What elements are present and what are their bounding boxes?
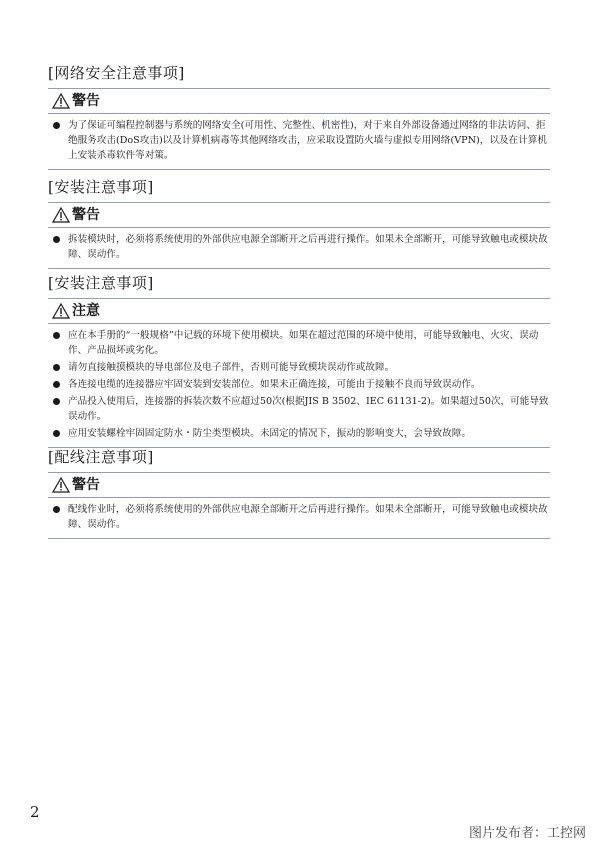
- box-header: [48, 89, 550, 114]
- box-body: [48, 324, 550, 447]
- section-title: [网络安全注意事项]: [48, 64, 185, 82]
- caution-label: 注意: [72, 303, 100, 319]
- list-item: 应在本手册的“一般规格”中记载的环境下使用模块。如果在超过范围的环境中使用，可能导致触电、火灾、误动作、产品损坏或劣化。: [48, 328, 550, 358]
- bullet-icon: [53, 506, 60, 513]
- network-safety-section: [48, 64, 550, 170]
- warning-triangle-icon: [52, 207, 70, 223]
- caution-triangle-icon: [52, 303, 70, 319]
- section-title: [配线注意事项]: [48, 448, 154, 466]
- list-item: 配线作业时，必须将系统使用的外部供应电源全部断开之后再进行操作。如果未全部断开，可能导致触电或模块故障、误动作。: [48, 502, 550, 532]
- footer-credit: 图片发布者：工控网: [468, 826, 586, 841]
- wiring-warning-section: [48, 448, 550, 539]
- warning-box: [48, 88, 550, 170]
- caution-box: [48, 298, 550, 448]
- warning-label: 警告: [72, 93, 100, 109]
- box-header: [48, 203, 550, 228]
- list-item: 产品投入使用后，连接器的拆装次数不应超过50次(根据JIS B 3502、IEC 61131-2)。如果超过50次，可能导致误动作。: [48, 394, 550, 424]
- box-header: [48, 473, 550, 498]
- list-item: 为了保证可编程控制器与系统的网络安全(可用性、完整性、机密性)，对于来自外部设备通过网络的非法访问、拒绝服务攻击(DoS攻击)以及计算机病毒等其他网络攻击，应采取设置防火墙与虚拟专用网络(VPN)，以及在计算机上安装杀毒软件等对策。: [48, 118, 550, 163]
- page-number: 2: [30, 803, 40, 821]
- bullet-icon: [53, 430, 60, 437]
- installation-caution-section: [48, 274, 550, 448]
- box-body: [48, 228, 550, 268]
- section-title: [安装注意事项]: [48, 178, 154, 196]
- list-item: 请勿直接触摸模块的导电部位及电子部件，否则可能导致模块误动作或故障。: [48, 360, 550, 375]
- warning-box: [48, 472, 550, 539]
- warning-label: 警告: [72, 207, 100, 223]
- bullet-icon: [53, 398, 60, 405]
- bullet-icon: [53, 236, 60, 243]
- section-title: [安装注意事项]: [48, 274, 154, 292]
- warning-label: 警告: [72, 477, 100, 493]
- list-item: 各连接电缆的连接器应牢固安装到安装部位。如果未正确连接，可能由于接触不良而导致误动作。: [48, 377, 550, 392]
- warning-box: [48, 202, 550, 269]
- box-header: [48, 299, 550, 324]
- box-body: [48, 498, 550, 538]
- warning-triangle-icon: [52, 93, 70, 109]
- bullet-icon: [53, 122, 60, 129]
- warning-triangle-icon: [52, 477, 70, 493]
- list-item: 拆装模块时，必须将系统使用的外部供应电源全部断开之后再进行操作。如果未全部断开，可能导致触电或模块故障、误动作。: [48, 232, 550, 262]
- bullet-icon: [53, 381, 60, 388]
- box-body: [48, 114, 550, 169]
- bullet-icon: [53, 364, 60, 371]
- installation-warning-section: [48, 178, 550, 269]
- bullet-icon: [53, 332, 60, 339]
- list-item: 应用安装螺栓牢固固定防水・防尘类型模块。未固定的情况下，振动的影响变大，会导致故障。: [48, 426, 550, 441]
